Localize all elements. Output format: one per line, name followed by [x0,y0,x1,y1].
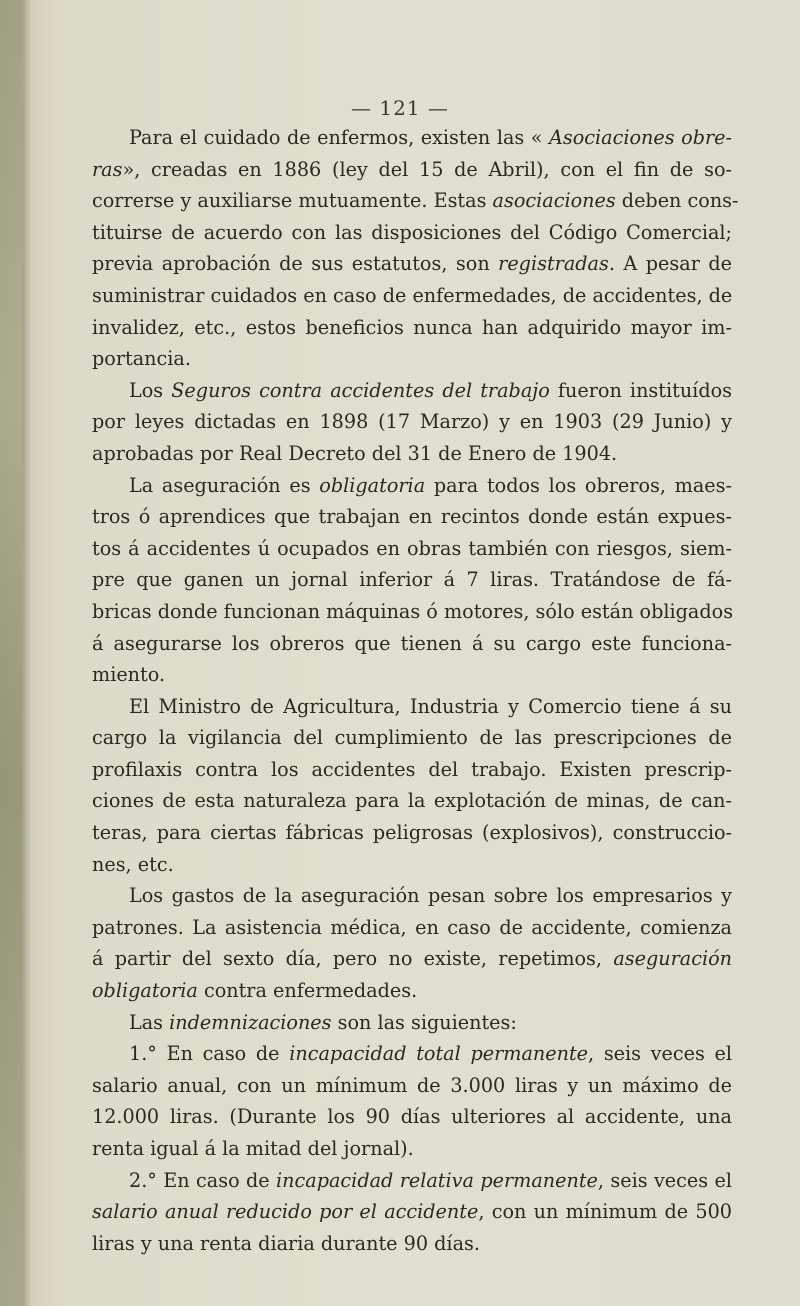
italic-segment: asociaciones [492,189,616,213]
text-segment: , seis veces el [597,1168,732,1192]
text-segment: , con un mínimum de 500 [478,1200,732,1224]
text-line [92,943,732,975]
text-line [92,691,732,723]
text-line [92,248,732,280]
text-segment: son las siguientes: [331,1010,517,1034]
text-segment: 12.000 liras. (Durante los 90 días ulteriores al accidente, una [92,1105,732,1129]
text-line [92,785,732,817]
paragraph [92,880,732,1006]
text-line [92,628,732,660]
text-line [92,375,732,407]
text-line [92,438,732,470]
italic-segment: Asociaciones obre- [549,126,732,149]
text-line [92,122,732,154]
text-line [92,343,732,375]
text-line [92,817,732,849]
italic-segment: incapacidad relativa permanente [276,1168,598,1192]
paragraph [92,470,732,691]
text-line [92,280,732,312]
text-line [92,849,732,881]
text-segment: por leyes dictadas en 1898 (17 Marzo) y en 1903 (29 Junio) y [92,410,732,434]
text-segment: Los [129,378,172,402]
page-number: — 121 — [351,96,449,120]
text-line [92,596,732,628]
text-segment: correrse y auxiliarse mutuamente. Estas [92,189,493,213]
text-line [92,1038,732,1070]
text-segment: », creadas en 1886 (ley del 15 de Abril), con el fin de so- [122,157,732,181]
text-segment: deben cons- [615,189,739,213]
text-segment: invalidez, etc., estos beneficios nunca han adquirido mayor im- [92,315,732,339]
page-edge-shadow [22,0,32,1306]
text-line [92,533,732,565]
text-segment: portancia. [92,347,191,371]
paragraph [92,1165,732,1260]
text-segment: pre que ganen un jornal inferior á 7 liras. Tratándose de fá- [92,568,732,592]
text-segment: profilaxis contra los accidentes del trabajo. Existen prescrip- [92,757,732,781]
text-line [92,880,732,912]
text-segment: tituirse de acuerdo con las disposiciones del Código Comercial; [92,220,732,244]
italic-segment: Seguros contra accidentes del trabajo [171,378,550,402]
text-segment: Los gastos de la aseguración pesan sobre los empresarios y [129,884,732,908]
text-segment: Para el cuidado de enfermos, existen las « [129,126,550,149]
paragraph [92,1007,732,1039]
italic-segment: registradas [498,252,609,276]
text-line [92,1165,732,1197]
text-segment: El Ministro de Agricultura, Industria y Comercio tiene á su [129,694,732,718]
text-line [92,659,732,691]
text-segment: 2.° En caso de [129,1168,277,1192]
text-line [92,1196,732,1228]
text-segment: La aseguración es [129,473,320,497]
text-line [92,912,732,944]
text-line [92,217,732,249]
paragraph [92,375,732,470]
text-segment: contra enfermedades. [197,979,418,1003]
paragraph [92,1038,732,1164]
text-segment: nes, etc. [92,852,174,876]
text-line [92,754,732,786]
body-text [92,122,739,1259]
text-segment: , seis veces el [588,1042,733,1066]
text-segment: salario anual, con un mínimum de 3.000 liras y un máximo de [92,1073,732,1097]
text-segment: suministrar cuidados en caso de enfermedades, de accidentes, de [92,283,733,307]
text-segment: liras y una renta diaria durante 90 días. [92,1231,480,1255]
italic-segment: obligatoria [92,979,198,1003]
italic-segment: salario anual reducido por el accidente [92,1200,479,1224]
text-segment: . A pesar de [608,252,732,276]
italic-segment: ras [92,157,123,181]
italic-segment: aseguración [613,947,732,971]
italic-segment: incapacidad total permanente [289,1042,589,1066]
text-line [92,1228,732,1260]
text-line [92,501,732,533]
text-line [92,1070,732,1102]
text-segment: teras, para ciertas fábricas peligrosas (explosivos), construccio- [92,821,732,845]
text-line [92,722,732,754]
text-segment: para todos los obreros, maes- [425,473,732,497]
page-binding-edge [0,0,22,1306]
text-segment: bricas donde funcionan máquinas ó motores, sólo están obligados [92,599,734,623]
text-segment: tros ó aprendices que trabajan en recintos donde están expues- [92,505,732,529]
text-segment: cargo la vigilancia del cumplimiento de las prescripciones de [92,726,732,750]
text-line [92,185,739,217]
text-line [92,1007,732,1039]
text-line [92,312,732,344]
text-segment: á asegurarse los obreros que tienen á su cargo este funciona- [92,631,732,655]
text-line [92,975,732,1007]
text-line [92,1133,732,1165]
text-segment: tos á accidentes ú ocupados en obras también con riesgos, siem- [92,536,732,560]
text-segment: miento. [92,663,166,687]
text-segment: aprobadas por Real Decreto del 31 de Enero de 1904. [92,441,618,465]
text-segment: renta igual á la mitad del jornal). [92,1137,414,1160]
text-segment: á partir del sexto día, pero no existe, repetimos, [92,947,614,971]
text-segment: ciones de esta naturaleza para la explotación de minas, de can- [92,789,732,813]
italic-segment: obligatoria [319,473,426,497]
paragraph [92,122,739,375]
text-line [92,406,732,438]
text-line [92,564,732,596]
text-segment: Las [129,1010,170,1034]
text-line [92,154,732,186]
text-segment: previa aprobación de sus estatutos, son [92,252,499,276]
text-segment: fueron instituídos [549,378,733,402]
paragraph [92,691,732,881]
text-line [92,1101,732,1133]
text-segment: patrones. La asistencia médica, en caso de accidente, comienza [92,915,732,939]
text-segment: 1.° En caso de [129,1042,290,1066]
text-line [92,470,732,502]
italic-segment: indemnizaciones [169,1010,332,1034]
